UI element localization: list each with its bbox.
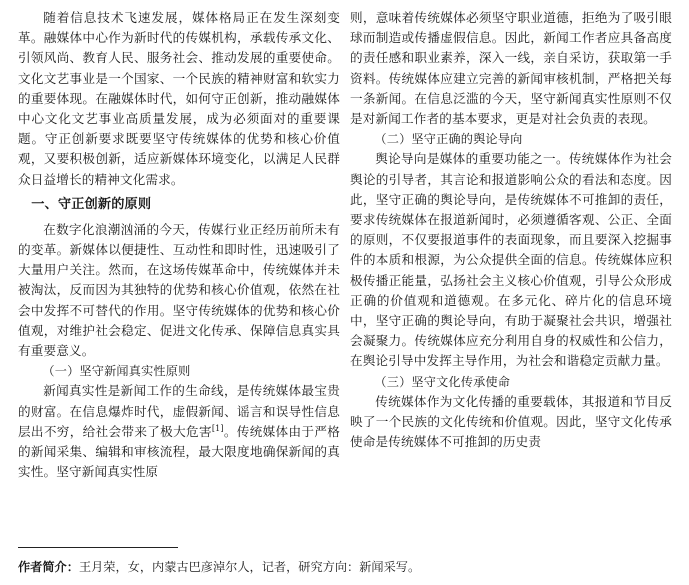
section-heading-principles: 一、守正创新的原则 [31, 196, 152, 212]
subsection1-text-part1: 新闻真实性是新闻工作的生命线，是传统媒体最宝贵的财富。在信息爆炸时代，虚假新闻、谣言和误导性信息层出不穷，给社会带来了极大危害 [18, 383, 340, 439]
left-column [18, 8, 340, 482]
citation-ref-1: [1] [211, 423, 224, 433]
intro-paragraph: 随着信息技术飞速发展，媒体格局正在发生深刻变革。融媒体中心作为新时代的传媒机构，承载传承文化、引领风尚、教育人民、服务社会、推动发展的重要使命。文化文艺事业是一个国家、一个民族的精神财富和软实力的重要体现。在融媒体时代，如何守正创新，推动融媒体中心文化文艺事业高质量发展，成为必须面对的重要课题。守正创新要求既要坚守传统媒体的优势和核心价值观，又要积极创新，适应新媒体环境变化，以满足人民群众日益增长的精神文化需求。 [18, 10, 340, 187]
section1-paragraph: 在数字化浪潮汹涌的今天，传媒行业正经历前所未有的变革。新媒体以便捷性、互动性和即时性，迅速吸引了大量用户关注。然而，在这场传媒革命中，传统媒体并未被淘汰，反而因为其独特的优势和核心价值观，依然在社会中发挥不可替代的作用。坚守传统媒体的优势和核心价值观，对维护社会稳定、促进文化传承、保障信息真实具有重要意义。 [18, 221, 340, 359]
author-footnote [18, 558, 678, 576]
right-column [350, 8, 672, 452]
subsection3-paragraph: 传统媒体作为文化传播的重要载体，其报道和节目反映了一个民族的文化传统和价值观。因此，坚守文化传承使命是传统媒体不可推卸的历史责 [350, 393, 672, 450]
footnote-label: 作者简介： [18, 560, 79, 574]
subsection1-text-part2: 。传统媒体由于严格的新闻采集、编辑和审核流程，最大限度地确保新闻的真实性。坚守新闻真实性原 [18, 423, 340, 480]
subsection1-paragraph [18, 381, 340, 482]
footnote-text: 王月荣，女，内蒙古巴彦淖尔人，记者，研究方向：新闻采写。 [78, 560, 421, 574]
subsection-heading-news-truth: （一）坚守新闻真实性原则 [42, 364, 191, 379]
subsection1-continuation: 则，意味着传统媒体必须坚守职业道德，拒绝为了吸引眼球而制造或传播虚假信息。因此，新闻工作者应具备高度的责任感和职业素养，深入一线，亲自采访，获取第一手资料。传统媒体应建立完善的新闻审核机制，严格把关每一条新闻。在信息泛滥的今天，坚守新闻真实性原则不仅是对新闻工作者的基本要求，更是对社会负责的表现。 [350, 10, 672, 127]
subsection-heading-cultural-heritage: （三）坚守文化传承使命 [374, 374, 511, 389]
subsection-heading-public-opinion: （二）坚守正确的舆论导向 [374, 132, 523, 147]
subsection2-paragraph: 舆论导向是媒体的重要功能之一。传统媒体作为社会舆论的引导者，其言论和报道影响公众的看法和态度。因此，坚守正确的舆论导向，是传统媒体不可推卸的责任，要求传统媒体在报道新闻时，必须遵循客观、公正、全面的原则，不仅要报道事件的表面现象，而且要深入挖掘事件的本质和根源，为公众提供全面的信息。传统媒体应积极传播正能量，弘扬社会主义核心价值观，引导公众形成正确的价值观和道德观。在多元化、碎片化的信息环境中，坚守正确的舆论导向，有助于凝聚社会共识，增强社会凝聚力。传统媒体应充分利用自身的权威性和公信力，在舆论引导中发挥主导作用，为社会和谐稳定贡献力量。 [350, 151, 672, 369]
footnote-divider [18, 547, 178, 548]
